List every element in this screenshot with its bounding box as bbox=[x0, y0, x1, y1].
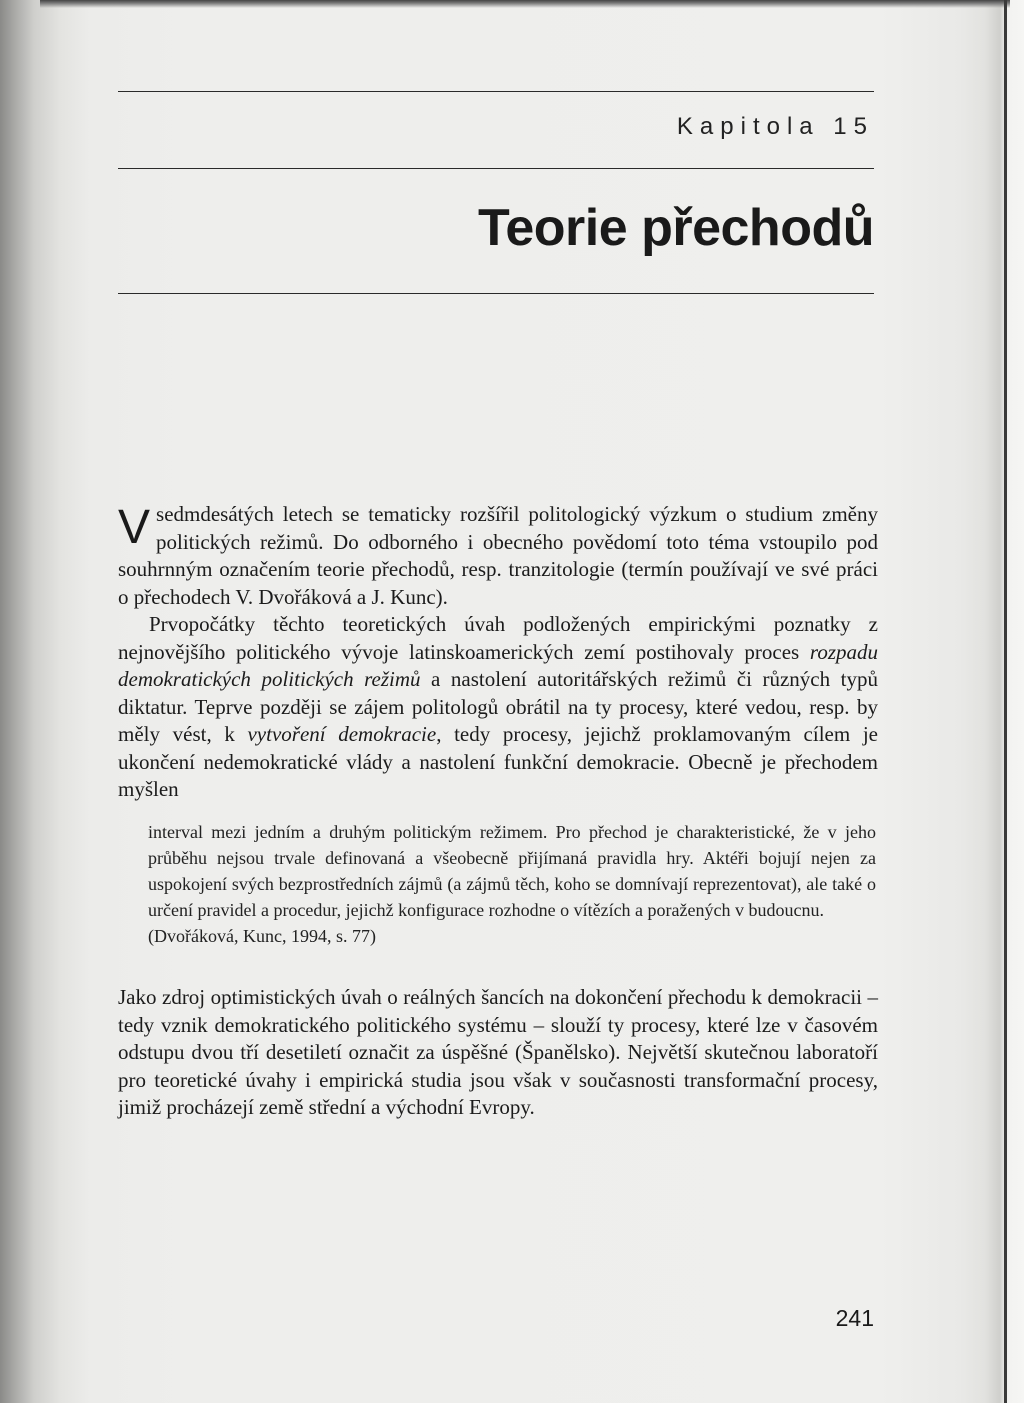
paragraph-optimism-text: Jako zdroj optimistických úvah o reálných šancích na dokončení přechodu k demokracii – tedy vznik demokratického politického systému – slouží ty procesy, které lze v časovém odstupu dvou tří desetiletí označit za úspěšné (Španělsko). Největší skutečnou laboratoří pro teoretické úvahy i empirická studia jsou však v současnosti transformační procesy, jimiž procházejí země střední a východní Evropy. bbox=[118, 985, 878, 1119]
block-quote-citation: (Dvořáková, Kunc, 1994, s. 77) bbox=[148, 926, 376, 946]
paragraph-origins-text-b: a nastolení autoritářských režimů či různých typů diktatur. Teprve později se zájem politologů obrátil na ty procesy, které vedou, resp. by měly vést, k bbox=[118, 667, 878, 746]
chapter-label: Kapitola 15 bbox=[676, 113, 874, 140]
block-quote bbox=[148, 819, 876, 949]
page-right-edge bbox=[1004, 0, 1007, 1403]
page-number: 241 bbox=[835, 1305, 874, 1331]
drop-cap: V bbox=[118, 501, 151, 554]
page-top-edge bbox=[40, 0, 1010, 8]
header-middle-rule bbox=[118, 168, 874, 169]
paragraph-origins-text-c: , tedy procesy, jejichž proklamovaným cílem je ukončení nedemokratické vlády a nastolení funkční demokracie. Obecně je přechodem myšlen bbox=[118, 722, 878, 801]
paragraph-origins-text-a: Prvopočátky těchto teoretických úvah podložených empirickými poznatky z nejnovějšího politického vývoje latinskoamerických zemí postihovaly proces bbox=[118, 612, 878, 664]
header-top-rule bbox=[118, 91, 874, 92]
paragraph-origins-emphasis-b: vytvoření demokracie bbox=[247, 722, 437, 746]
chapter-title: Teorie přechodů bbox=[477, 199, 874, 257]
block-quote-text: interval mezi jedním a druhým politickým režimem. Pro přechod je charakteristické, že v jeho průběhu nejsou trvale definovaná a všeobecně přijímaná pravidla hry. Aktéři bojují nejen za uspokojení svých bezprostředních zájmů (a zájmů těch, koho se domnívají reprezentovat), ale také o určení pravidel a procedur, jejichž konfigurace rozhodne o vítězích a poražených v budoucnu. bbox=[148, 822, 876, 920]
header-bottom-rule bbox=[118, 293, 874, 294]
paragraph-origins-emphasis-a: rozpadu demokratických politických režimů bbox=[118, 639, 878, 691]
paragraph-intro-text: sedmdesátých letech se tematicky rozšířil politologický výzkum o studium změny politických režimů. Do odborného i obecného povědomí toto téma vstoupilo pod souhrnným označením teorie přechodů, resp. tranzitologie (termín používají ve své práci o přechodech V. Dvořáková a J. Kunc). bbox=[118, 502, 878, 609]
paragraph-optimism bbox=[118, 984, 878, 1122]
paragraph-intro bbox=[118, 501, 878, 611]
paragraph-origins bbox=[118, 611, 878, 804]
